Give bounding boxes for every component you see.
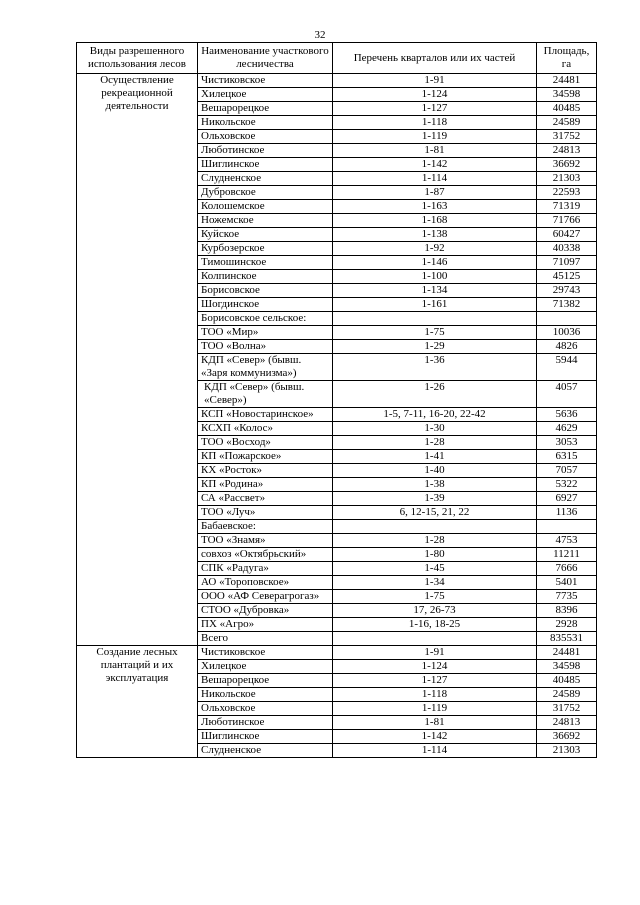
quarters-cell <box>333 520 537 534</box>
area-cell: 60427 <box>537 228 597 242</box>
area-cell: 36692 <box>537 730 597 744</box>
district-cell: Вешарорецкое <box>198 674 333 688</box>
quarters-cell: 1-91 <box>333 74 537 88</box>
quarters-cell <box>333 312 537 326</box>
district-cell: Никольское <box>198 116 333 130</box>
area-cell: 4826 <box>537 340 597 354</box>
quarters-cell: 1-142 <box>333 730 537 744</box>
district-cell: ТОО «Луч» <box>198 506 333 520</box>
forest-use-table <box>76 42 597 758</box>
quarters-cell: 1-41 <box>333 450 537 464</box>
district-cell: ПХ «Агро» <box>198 618 333 632</box>
quarters-cell <box>333 632 537 646</box>
area-cell: 8396 <box>537 604 597 618</box>
district-cell: Слудненское <box>198 172 333 186</box>
quarters-cell: 1-38 <box>333 478 537 492</box>
header-district: Наименование участкового лесничества <box>198 43 333 74</box>
area-cell: 34598 <box>537 660 597 674</box>
area-cell: 29743 <box>537 284 597 298</box>
quarters-cell: 1-75 <box>333 590 537 604</box>
quarters-cell: 1-114 <box>333 172 537 186</box>
district-cell: Борисовское сельское: <box>198 312 333 326</box>
table-header-row <box>77 43 597 74</box>
quarters-cell: 1-26 <box>333 381 537 408</box>
quarters-cell: 1-161 <box>333 298 537 312</box>
quarters-cell: 1-138 <box>333 228 537 242</box>
district-cell: Борисовское <box>198 284 333 298</box>
area-cell: 22593 <box>537 186 597 200</box>
quarters-cell: 1-87 <box>333 186 537 200</box>
quarters-cell: 1-40 <box>333 464 537 478</box>
district-cell: Дубровское <box>198 186 333 200</box>
area-cell: 7666 <box>537 562 597 576</box>
district-cell: ТОО «Мир» <box>198 326 333 340</box>
area-cell: 71766 <box>537 214 597 228</box>
area-cell: 2928 <box>537 618 597 632</box>
quarters-cell: 1-80 <box>333 548 537 562</box>
quarters-cell: 1-100 <box>333 270 537 284</box>
quarters-cell: 1-91 <box>333 646 537 660</box>
district-cell: Вешарорецкое <box>198 102 333 116</box>
quarters-cell: 1-75 <box>333 326 537 340</box>
area-cell: 7057 <box>537 464 597 478</box>
quarters-cell: 1-81 <box>333 144 537 158</box>
district-cell: КСП «Новостаринское» <box>198 408 333 422</box>
district-cell: Бабаевское: <box>198 520 333 534</box>
area-cell: 71319 <box>537 200 597 214</box>
district-cell: КСХП «Колос» <box>198 422 333 436</box>
area-cell: 4629 <box>537 422 597 436</box>
district-cell: СА «Рассвет» <box>198 492 333 506</box>
district-cell: Ножемское <box>198 214 333 228</box>
area-cell: 40338 <box>537 242 597 256</box>
area-cell: 24481 <box>537 74 597 88</box>
quarters-cell: 1-28 <box>333 436 537 450</box>
area-cell: 34598 <box>537 88 597 102</box>
district-cell: Всего <box>198 632 333 646</box>
area-cell: 7735 <box>537 590 597 604</box>
quarters-cell: 1-36 <box>333 354 537 381</box>
use-type-cell: Создание лесных плантаций и их эксплуатация <box>77 646 198 758</box>
area-cell: 3053 <box>537 436 597 450</box>
area-cell: 1136 <box>537 506 597 520</box>
district-cell: Тимошинское <box>198 256 333 270</box>
area-cell: 24589 <box>537 688 597 702</box>
area-cell: 5636 <box>537 408 597 422</box>
table-row <box>77 646 597 660</box>
district-cell: Ольховское <box>198 130 333 144</box>
quarters-cell: 1-30 <box>333 422 537 436</box>
area-cell: 6315 <box>537 450 597 464</box>
quarters-cell: 1-34 <box>333 576 537 590</box>
area-cell: 835531 <box>537 632 597 646</box>
district-cell: ТОО «Волна» <box>198 340 333 354</box>
area-cell <box>537 520 597 534</box>
quarters-cell: 1-127 <box>333 674 537 688</box>
quarters-cell: 1-114 <box>333 744 537 758</box>
district-cell: Слудненское <box>198 744 333 758</box>
district-cell: КП «Пожарское» <box>198 450 333 464</box>
district-cell: Люботинское <box>198 144 333 158</box>
district-cell: Чистиковское <box>198 74 333 88</box>
quarters-cell: 1-92 <box>333 242 537 256</box>
quarters-cell: 1-5, 7-11, 16-20, 22-42 <box>333 408 537 422</box>
district-cell: Никольское <box>198 688 333 702</box>
district-cell: ТОО «Восход» <box>198 436 333 450</box>
quarters-cell: 1-119 <box>333 130 537 144</box>
area-cell: 24481 <box>537 646 597 660</box>
area-cell: 36692 <box>537 158 597 172</box>
district-cell: Шиглинское <box>198 730 333 744</box>
district-cell: КХ «Росток» <box>198 464 333 478</box>
area-cell: 5322 <box>537 478 597 492</box>
quarters-cell: 1-168 <box>333 214 537 228</box>
district-cell: СТОО «Дубровка» <box>198 604 333 618</box>
area-cell: 5944 <box>537 354 597 381</box>
district-cell: СПК «Радуга» <box>198 562 333 576</box>
quarters-cell: 1-119 <box>333 702 537 716</box>
area-cell: 31752 <box>537 130 597 144</box>
district-cell: ТОО «Знамя» <box>198 534 333 548</box>
district-cell: Куйское <box>198 228 333 242</box>
quarters-cell: 1-134 <box>333 284 537 298</box>
area-cell: 24813 <box>537 716 597 730</box>
area-cell: 21303 <box>537 744 597 758</box>
area-cell: 6927 <box>537 492 597 506</box>
district-cell: АО «Тороповское» <box>198 576 333 590</box>
header-use: Виды разрешенного использования лесов <box>77 43 198 74</box>
district-cell: Шиглинское <box>198 158 333 172</box>
header-quarters: Перечень кварталов или их частей <box>333 43 537 74</box>
district-cell: Чистиковское <box>198 646 333 660</box>
district-cell: Колошемское <box>198 200 333 214</box>
quarters-cell: 1-127 <box>333 102 537 116</box>
district-cell: Колпинское <box>198 270 333 284</box>
district-cell: Шогдинское <box>198 298 333 312</box>
quarters-cell: 1-118 <box>333 688 537 702</box>
district-cell: Хилецкое <box>198 660 333 674</box>
quarters-cell: 1-142 <box>333 158 537 172</box>
district-cell: КДП «Север» (бывш. «Север») <box>198 381 333 408</box>
use-type-cell: Осуществление рекреационной деятельности <box>77 74 198 646</box>
area-cell: 24589 <box>537 116 597 130</box>
district-cell: совхоз «Октябрьский» <box>198 548 333 562</box>
district-cell: Люботинское <box>198 716 333 730</box>
quarters-cell: 1-124 <box>333 660 537 674</box>
area-cell: 40485 <box>537 674 597 688</box>
quarters-cell: 1-45 <box>333 562 537 576</box>
quarters-cell: 1-39 <box>333 492 537 506</box>
district-cell: ООО «АФ Северагрогаз» <box>198 590 333 604</box>
quarters-cell: 1-118 <box>333 116 537 130</box>
area-cell: 45125 <box>537 270 597 284</box>
quarters-cell: 1-163 <box>333 200 537 214</box>
table-body <box>77 74 597 758</box>
header-area: Площадь, га <box>537 43 597 74</box>
area-cell: 40485 <box>537 102 597 116</box>
area-cell: 4753 <box>537 534 597 548</box>
district-cell: КДП «Север» (бывш. «Заря коммунизма») <box>198 354 333 381</box>
quarters-cell: 1-146 <box>333 256 537 270</box>
area-cell: 31752 <box>537 702 597 716</box>
district-cell: Ольховское <box>198 702 333 716</box>
area-cell: 10036 <box>537 326 597 340</box>
table-row <box>77 74 597 88</box>
quarters-cell: 1-16, 18-25 <box>333 618 537 632</box>
district-cell: Хилецкое <box>198 88 333 102</box>
quarters-cell: 1-28 <box>333 534 537 548</box>
area-cell: 21303 <box>537 172 597 186</box>
quarters-cell: 1-124 <box>333 88 537 102</box>
area-cell: 24813 <box>537 144 597 158</box>
page-number: 32 <box>314 29 326 41</box>
area-cell: 71382 <box>537 298 597 312</box>
area-cell: 5401 <box>537 576 597 590</box>
area-cell: 4057 <box>537 381 597 408</box>
area-cell: 11211 <box>537 548 597 562</box>
area-cell: 71097 <box>537 256 597 270</box>
district-cell: Курбозерское <box>198 242 333 256</box>
quarters-cell: 6, 12-15, 21, 22 <box>333 506 537 520</box>
quarters-cell: 1-81 <box>333 716 537 730</box>
area-cell <box>537 312 597 326</box>
district-cell: КП «Родина» <box>198 478 333 492</box>
quarters-cell: 1-29 <box>333 340 537 354</box>
quarters-cell: 17, 26-73 <box>333 604 537 618</box>
